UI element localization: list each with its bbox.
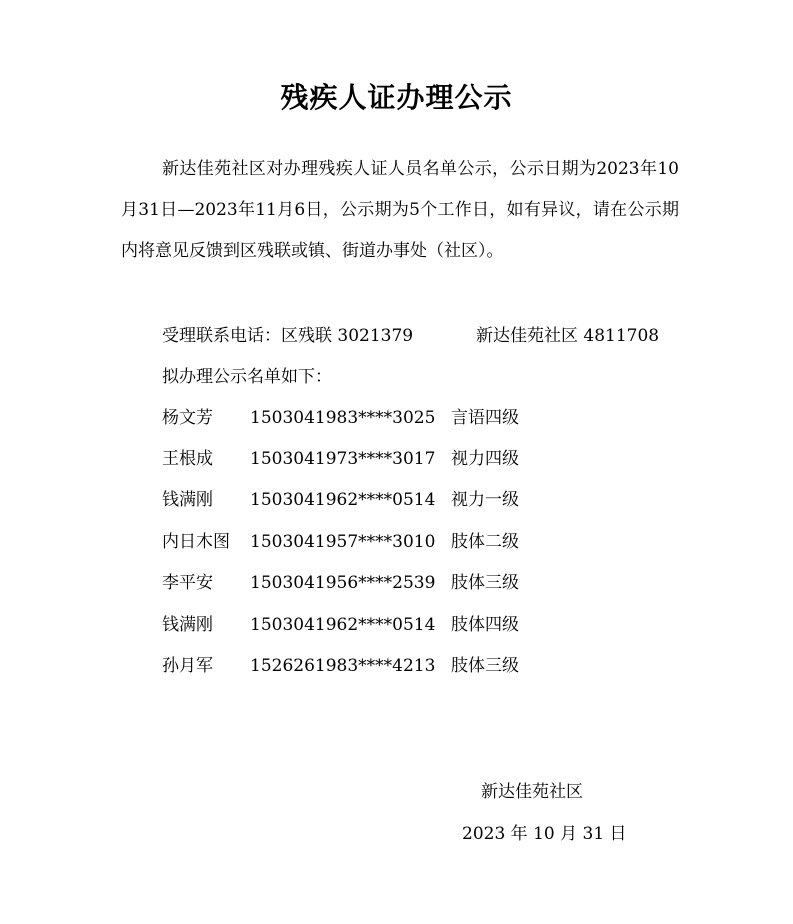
list-intro: 拟办理公示名单如下：: [162, 367, 332, 387]
document-title: 残疾人证办理公示: [280, 81, 513, 114]
disability-level: 肢体四级: [451, 615, 519, 635]
applicant-name: 钱满刚: [162, 615, 213, 635]
applicant-id-number: 1503041973****3017: [250, 449, 436, 469]
applicant-id-number: 1503041962****0514: [250, 615, 436, 635]
applicant-name: 李平安: [162, 573, 213, 593]
applicant-name: 杨文芳: [162, 408, 213, 428]
contact-phone-community: 新达佳苑社区 4811708: [476, 326, 660, 346]
applicant-id-number: 1503041962****0514: [250, 490, 436, 510]
contact-phone-disability-federation: 受理联系电话：区残联 3021379: [162, 326, 414, 346]
disability-level: 肢体二级: [451, 532, 519, 552]
applicant-name: 孙月军: [162, 656, 213, 676]
applicant-name: 王根成: [162, 449, 213, 469]
applicant-id-number: 1503041956****2539: [250, 573, 436, 593]
disability-level: 言语四级: [451, 408, 519, 428]
applicant-name: 钱满刚: [162, 490, 213, 510]
disability-level: 视力四级: [451, 449, 519, 469]
applicant-name: 内日木图: [162, 532, 230, 552]
applicant-id-number: 1526261983****4213: [250, 656, 436, 676]
disability-level: 肢体三级: [451, 656, 519, 676]
applicant-id-number: 1503041957****3010: [250, 532, 436, 552]
disability-level: 视力一级: [451, 490, 519, 510]
signature-date: 2023 年 10 月 31 日: [462, 824, 627, 844]
notice-paragraph: 新达佳苑社区对办理残疾人证人员名单公示，公示日期为2023年10月31日—2023年11月6日，公示期为5个工作日，如有异议，请在公示期内将意见反馈到区残联或镇、街道办事处（社区）。: [121, 159, 679, 261]
applicant-id-number: 1503041983****3025: [250, 408, 436, 428]
disability-level: 肢体三级: [451, 573, 519, 593]
signature-organization: 新达佳苑社区: [481, 782, 583, 802]
